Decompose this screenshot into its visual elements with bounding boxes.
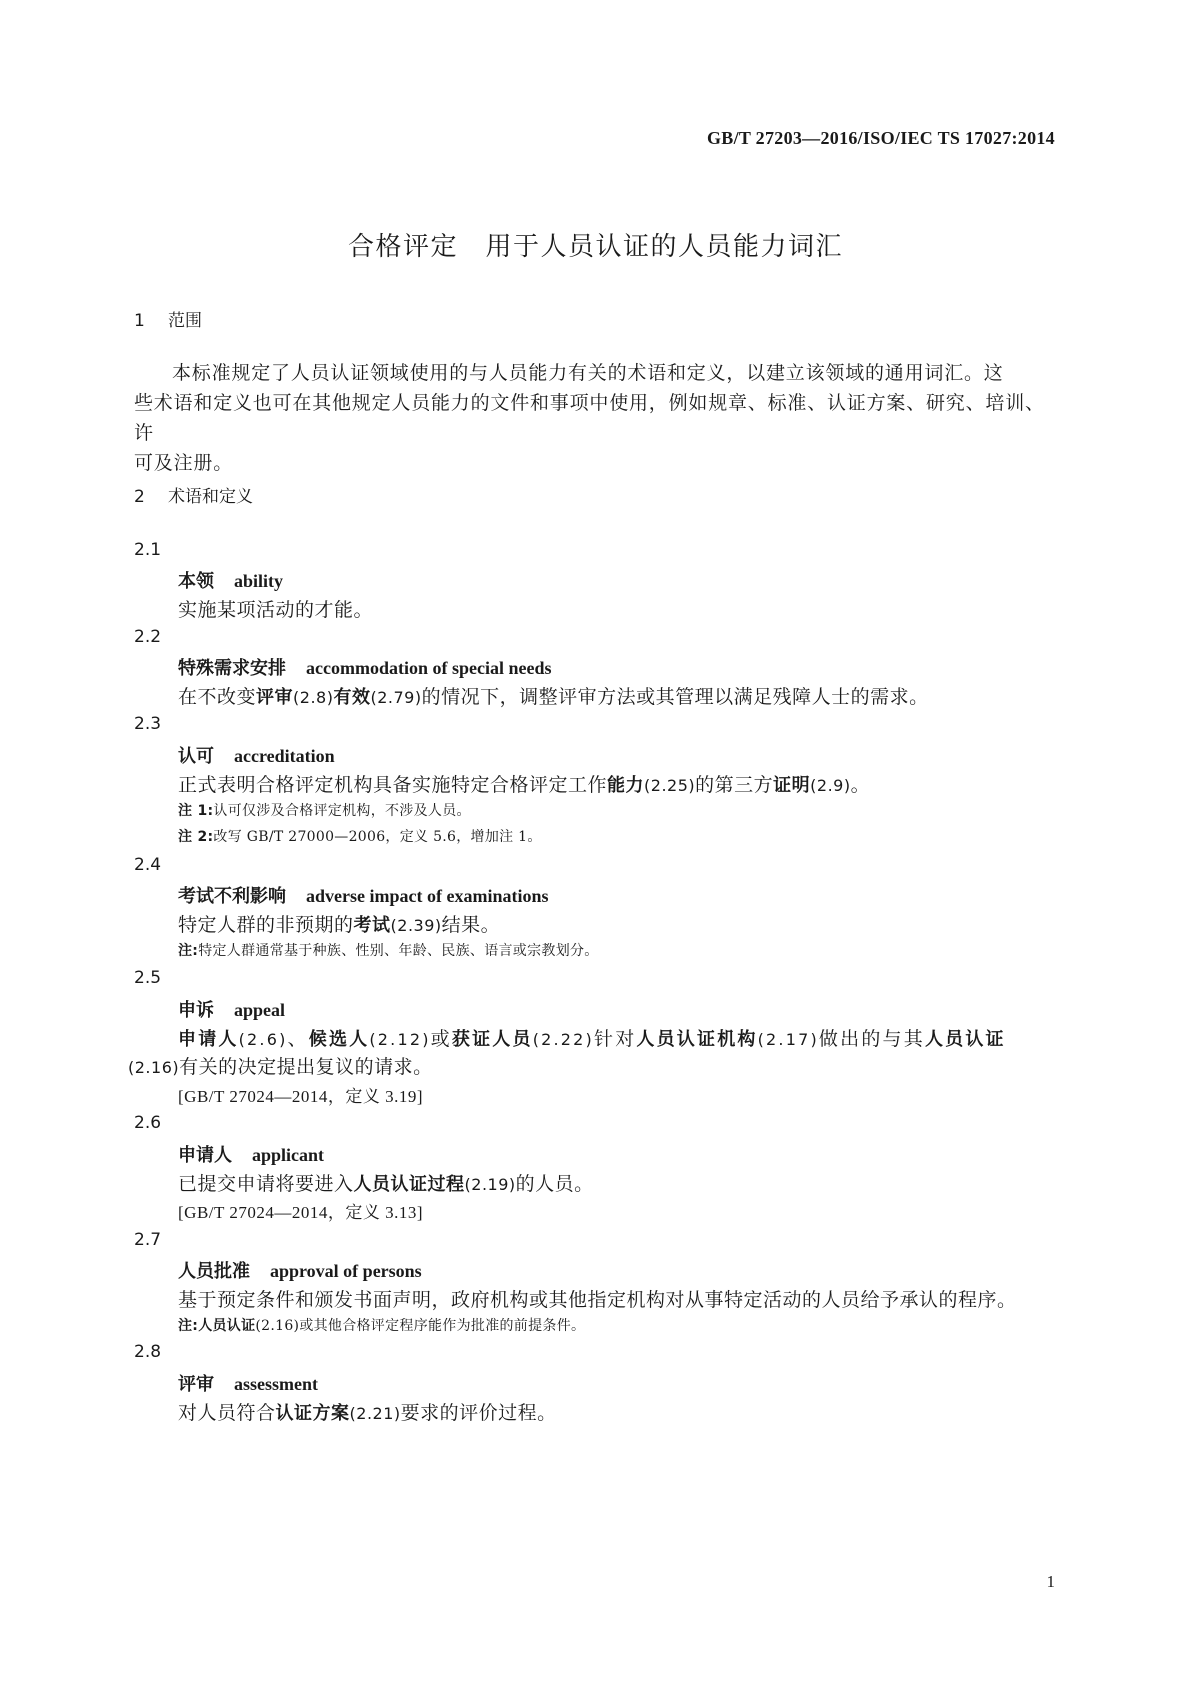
entry-number: 2.3 [134, 714, 162, 734]
term-reference: 人员认证过程 [353, 1174, 465, 1195]
page-title: 合格评定 用于人员认证的人员能力词汇 [347, 232, 843, 262]
definition: 已提交申请将要进入人员认证过程(2.19)的人员。 [178, 1173, 594, 1195]
term-zh: 本领 [178, 571, 214, 592]
term [178, 1257, 422, 1283]
term [178, 882, 548, 908]
definition: 实施某项活动的才能。 [178, 599, 374, 621]
entry-number: 2.7 [134, 1230, 162, 1250]
term-en: assessment [234, 1374, 318, 1394]
term [178, 1141, 324, 1167]
term-en: applicant [252, 1145, 325, 1165]
entry-number: 2.6 [134, 1113, 162, 1133]
term-en: appeal [234, 1000, 286, 1020]
entry-number: 2.8 [134, 1342, 162, 1362]
entry-number: 2.2 [134, 627, 162, 647]
term-reference: 人员认证 [924, 1029, 1006, 1050]
term [178, 567, 283, 593]
term-zh: 人员批准 [178, 1261, 250, 1282]
term-zh: 特殊需求安排 [178, 658, 286, 679]
scope-line: 本标准规定了人员认证领域使用的与人员能力有关的术语和定义，以建立该领域的通用词汇。这 [172, 362, 1004, 384]
scope-line: 可及注册。 [134, 452, 234, 474]
term-reference: 人员认证机构 [636, 1029, 758, 1050]
definition-continued: (2.16)有关的决定提出复议的请求。 [128, 1056, 433, 1078]
section-title: 术语和定义 [168, 487, 253, 507]
term-zh: 申诉 [178, 1000, 214, 1021]
section-number: 2 [134, 487, 145, 507]
term [178, 1370, 318, 1396]
term [178, 654, 551, 680]
note: 注:特定人群通常基于种族、性别、年龄、民族、语言或宗教划分。 [178, 943, 599, 959]
term-reference: 认证方案 [275, 1403, 350, 1424]
entry-number: 2.5 [134, 968, 162, 988]
term-en: approval of persons [270, 1261, 422, 1281]
term-reference: 考试 [353, 915, 391, 936]
entry-number: 2.1 [134, 540, 162, 560]
definition: 申请人(2.6)、候选人(2.12)或获证人员(2.22)针对人员认证机构(2.17)做出的与其人员认证 [178, 1028, 1006, 1050]
scope-line: 些术语和定义也可在其他规定人员能力的文件和事项中使用，例如规章、标准、认证方案、研究、培训、许 [134, 392, 1045, 444]
note: 注:人员认证(2.16)或其他合格评定程序能作为批准的前提条件。 [178, 1318, 586, 1334]
definition: 基于预定条件和颁发书面声明，政府机构或其他指定机构对从事特定活动的人员给予承认的程序。 [178, 1289, 1017, 1311]
term-en: accommodation of special needs [306, 658, 552, 678]
definition: 特定人群的非预期的考试(2.39)结果。 [178, 914, 501, 936]
term-zh: 考试不利影响 [178, 886, 286, 907]
term-reference: 获证人员 [451, 1029, 533, 1050]
source-citation: [GB/T 27024—2014，定义 3.19] [178, 1087, 423, 1106]
definition: 在不改变评审(2.8)有效(2.79)的情况下，调整评审方法或其管理以满足残障人士的需求。 [178, 686, 929, 708]
term-reference: 评审 [256, 687, 294, 708]
section-title: 范围 [168, 311, 202, 331]
term-reference: 能力 [607, 775, 645, 796]
note: 注 1:认可仅涉及合格评定机构，不涉及人员。 [178, 803, 471, 819]
term-en: accreditation [234, 746, 335, 766]
page-number: 1 [1046, 1572, 1055, 1591]
term-reference: 证明 [773, 775, 811, 796]
term-reference: 申请人 [178, 1029, 239, 1050]
entry-number: 2.4 [134, 855, 162, 875]
term-zh: 申请人 [178, 1145, 232, 1166]
scope-paragraph [134, 358, 1056, 478]
definition: 正式表明合格评定机构具备实施特定合格评定工作能力(2.25)的第三方证明(2.9)。 [178, 774, 871, 796]
term-zh: 认可 [178, 746, 214, 767]
section-2-heading [134, 482, 253, 507]
term-reference: 有效 [333, 687, 371, 708]
term-reference: 候选人 [308, 1029, 370, 1050]
term [178, 996, 285, 1022]
term-en: adverse impact of examinations [306, 886, 549, 906]
note: 注 2:改写 GB/T 27000—2006，定义 5.6，增加注 1。 [178, 829, 542, 845]
section-1-heading [134, 306, 202, 331]
source-citation: [GB/T 27024—2014，定义 3.13] [178, 1203, 423, 1222]
term-zh: 评审 [178, 1374, 214, 1395]
standard-code: GB/T 27203—2016/ISO/IEC TS 17027:2014 [706, 128, 1055, 148]
term-en: ability [234, 571, 284, 591]
definition: 对人员符合认证方案(2.21)要求的评价过程。 [178, 1402, 557, 1424]
term [178, 742, 335, 768]
section-number: 1 [134, 311, 145, 331]
